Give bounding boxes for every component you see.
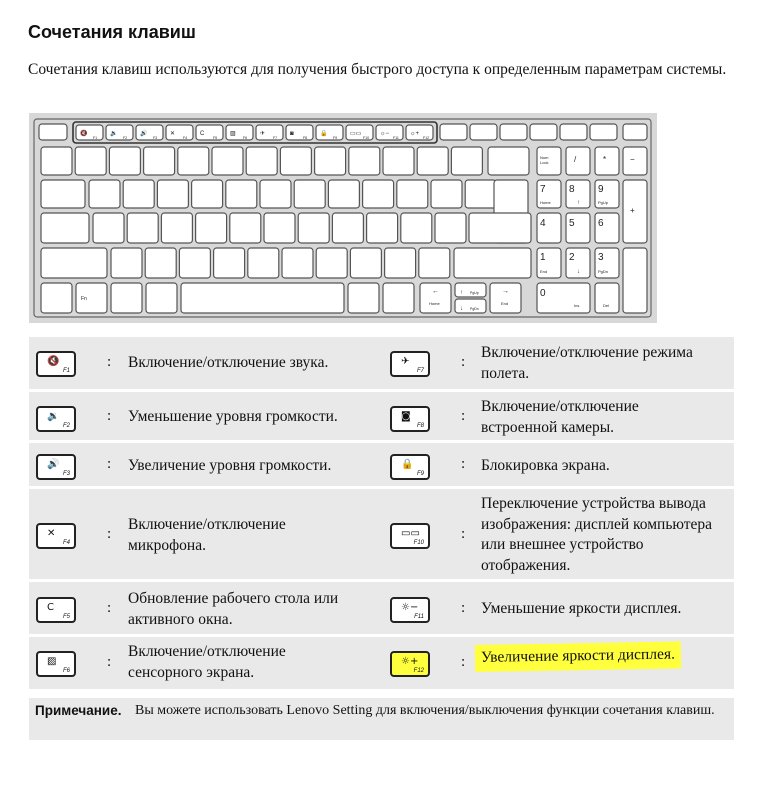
arrow-left-icon: ← xyxy=(432,288,439,295)
fn-key-label: Fn xyxy=(81,296,87,302)
colon-separator: : xyxy=(107,456,112,472)
arrow-down-icon: ↓ xyxy=(577,269,580,275)
numpad-label: Home xyxy=(540,200,551,205)
key xyxy=(248,248,279,278)
numpad-label: 4 xyxy=(540,218,546,229)
numpad-label: Ins xyxy=(574,303,580,308)
numpad-label: 9 xyxy=(598,184,604,195)
numpad-label: PgDn xyxy=(598,269,609,274)
numpad-label: End xyxy=(540,269,548,274)
key xyxy=(623,147,647,175)
f1-mute-key xyxy=(36,351,76,377)
shift-right-key xyxy=(454,248,531,278)
key xyxy=(595,147,619,175)
fn-label: F2 xyxy=(62,423,70,429)
fn-key-glyph: ✈ xyxy=(260,131,266,137)
fn-key-glyph: ▨ xyxy=(230,131,236,137)
arrow-pgdn-label: PgDn xyxy=(470,307,479,311)
fn-label: F3 xyxy=(62,471,70,477)
f2-volume-down-key xyxy=(36,406,76,432)
fn-label: F8 xyxy=(416,423,424,429)
key xyxy=(383,147,414,175)
touchscreen-icon: ▨ xyxy=(47,656,57,667)
key-label: * xyxy=(603,155,607,164)
display-switch-icon: ▭▭ xyxy=(401,528,420,539)
key xyxy=(470,124,497,140)
key xyxy=(397,180,428,208)
key xyxy=(214,248,245,278)
shortcut-desc: Включение/отключение звука. xyxy=(128,354,329,371)
f6-touchscreen-key xyxy=(36,651,76,677)
key xyxy=(93,213,124,243)
key xyxy=(127,213,158,243)
key-label: / xyxy=(574,155,577,164)
key xyxy=(196,213,227,243)
key xyxy=(282,248,313,278)
numlock-label: Lock xyxy=(540,160,549,165)
key-label: + xyxy=(630,206,635,215)
key xyxy=(350,248,381,278)
key xyxy=(385,248,416,278)
note-label: Примечание. xyxy=(35,703,122,718)
numpad-dot-key xyxy=(595,283,619,313)
arrow-home-label: Home xyxy=(429,301,440,306)
note-box xyxy=(29,698,734,740)
f5-refresh-key xyxy=(36,597,76,623)
numpad-label: 7 xyxy=(540,184,546,195)
fn-label: F11 xyxy=(414,614,424,620)
key xyxy=(178,147,209,175)
win-key xyxy=(111,283,142,313)
key xyxy=(469,213,531,243)
key xyxy=(212,147,243,175)
shortcut-desc: Включение/отключение микрофона. xyxy=(128,516,286,554)
key xyxy=(435,213,466,243)
colon-separator: : xyxy=(461,354,466,370)
alt-key xyxy=(146,283,177,313)
highlight-mark xyxy=(475,641,707,675)
fn-key-label: F9 xyxy=(333,136,338,140)
f9-lock-key xyxy=(390,454,430,480)
fn-key-glyph: 🔉 xyxy=(110,131,118,137)
f3-volume-up-key xyxy=(36,454,76,480)
fn-key-glyph: ✕ xyxy=(170,131,176,137)
colon-separator: : xyxy=(461,456,466,472)
shortcut-desc: Включение/отключение встроенной камеры. xyxy=(481,398,639,436)
key xyxy=(179,248,210,278)
fn-label: F1 xyxy=(62,368,70,374)
shortcut-desc: Уменьшение уровня громкости. xyxy=(128,408,338,425)
keyboard-svg xyxy=(29,113,657,323)
intro-text: Сочетания клавиш используются для получения быстрого доступа к определенным параметрам системы. xyxy=(28,61,727,78)
numpad-label: 0 xyxy=(540,288,546,299)
fn-key-label: F8 xyxy=(303,136,308,140)
key xyxy=(383,283,414,313)
shortcut-desc: Уменьшение яркости дисплея. xyxy=(481,600,682,617)
key xyxy=(500,124,527,140)
refresh-icon: C xyxy=(47,602,54,613)
shortcut-desc: Увеличение уровня громкости. xyxy=(128,457,332,474)
key xyxy=(451,147,482,175)
key xyxy=(192,180,223,208)
fn-key-label: F4 xyxy=(183,136,188,140)
f7-airplane-key xyxy=(390,351,430,377)
shortcut-desc: Увеличение яркости дисплея. xyxy=(475,641,681,671)
key xyxy=(230,213,261,243)
numpad-plus-key xyxy=(623,180,647,243)
key xyxy=(145,248,176,278)
fn-key-glyph: 🔊 xyxy=(140,131,148,137)
key xyxy=(157,180,188,208)
key xyxy=(440,124,467,140)
power-key xyxy=(623,124,647,140)
key xyxy=(419,248,450,278)
key xyxy=(111,248,142,278)
key xyxy=(417,147,448,175)
page-title: Сочетания клавиш xyxy=(28,22,196,42)
fn-label: F4 xyxy=(62,540,70,546)
caps-key xyxy=(41,213,89,243)
microphone-off-icon: ✕ xyxy=(47,528,56,539)
fn-label: F7 xyxy=(416,368,424,374)
numpad-label: Del xyxy=(603,303,610,308)
fn-label: F6 xyxy=(62,668,70,674)
camera-icon: ◙ xyxy=(401,411,411,422)
numpad-label: PgUp xyxy=(598,200,609,205)
brightness-up-icon: ☼+ xyxy=(401,656,419,667)
colon-separator: : xyxy=(107,408,112,424)
fn-key-glyph: ☼+ xyxy=(410,131,420,137)
arrow-up-icon: ↑ xyxy=(577,200,580,206)
key xyxy=(264,213,295,243)
key xyxy=(144,147,175,175)
key xyxy=(109,147,140,175)
key xyxy=(431,180,462,208)
colon-separator: : xyxy=(107,526,112,542)
fn-key-label: F6 xyxy=(243,136,248,140)
numpad-enter-key xyxy=(623,248,647,313)
brightness-down-icon: ☼− xyxy=(401,602,419,613)
numlock-label: Num xyxy=(540,155,549,160)
fn-key-label: F12 xyxy=(423,136,430,140)
numpad-label: 6 xyxy=(598,218,604,229)
key xyxy=(566,147,590,175)
key xyxy=(280,147,311,175)
tab-key xyxy=(41,180,85,208)
keyboard-illustration xyxy=(29,113,657,323)
key xyxy=(298,213,329,243)
fn-key-glyph: ▭▭ xyxy=(350,131,362,137)
colon-separator: : xyxy=(107,354,112,370)
fn-key-label: F5 xyxy=(213,136,218,140)
fn-key-glyph: ◙ xyxy=(290,131,294,137)
fn-key-label: F7 xyxy=(273,136,278,140)
key xyxy=(367,213,398,243)
numpad-label: 8 xyxy=(569,184,575,195)
shortcut-desc: Блокировка экрана. xyxy=(481,457,610,474)
key-label: − xyxy=(630,155,635,164)
key xyxy=(315,147,346,175)
key xyxy=(328,180,359,208)
key xyxy=(316,248,347,278)
key xyxy=(530,124,557,140)
fn-label: F9 xyxy=(416,471,424,477)
arrow-end-label: End xyxy=(501,301,509,306)
key xyxy=(332,213,363,243)
fn-label: F10 xyxy=(413,540,424,546)
numpad-label: 1 xyxy=(540,252,546,263)
esc-key xyxy=(39,124,67,140)
fn-key-glyph: 🔇 xyxy=(80,131,88,137)
volume-down-icon: 🔉 xyxy=(47,411,60,422)
colon-separator: : xyxy=(461,600,466,616)
key xyxy=(123,180,154,208)
numpad-label: 3 xyxy=(598,252,604,263)
f10-display-switch-key xyxy=(390,523,430,549)
fn-key-glyph: 🔒 xyxy=(320,131,328,137)
key xyxy=(560,124,587,140)
key xyxy=(363,180,394,208)
key xyxy=(75,147,106,175)
volume-up-icon: 🔊 xyxy=(47,459,60,470)
numpad-label: 5 xyxy=(569,218,575,229)
numpad-label: 2 xyxy=(569,252,575,263)
fn-key-label: F11 xyxy=(393,136,399,140)
shortcut-desc: Включение/отключение сенсорного экрана. xyxy=(128,643,286,681)
key xyxy=(401,213,432,243)
arrow-right-icon: → xyxy=(502,288,509,295)
fn-key-label: F1 xyxy=(93,136,98,140)
key xyxy=(41,147,72,175)
fn-key-glyph: ☼− xyxy=(380,131,390,137)
key xyxy=(260,180,291,208)
fn-label: F12 xyxy=(413,668,424,674)
shortcut-desc: Обновление рабочего стола или активного окна. xyxy=(128,590,339,628)
arrow-down-icon: ↓ xyxy=(460,306,463,312)
fn-key-label: F3 xyxy=(153,136,158,140)
backspace-key xyxy=(488,147,529,175)
colon-separator: : xyxy=(107,600,112,616)
colon-separator: : xyxy=(461,654,466,670)
fn-key-label: F10 xyxy=(363,136,370,140)
fn-key-glyph: C xyxy=(200,131,205,137)
key xyxy=(246,147,277,175)
shortcut-desc: Переключение устройства вывода изображения: дисплей компьютера или внешнее устройство отображения. xyxy=(481,495,713,574)
key xyxy=(226,180,257,208)
fn-modifier-key xyxy=(41,283,72,313)
key xyxy=(348,283,379,313)
key xyxy=(294,180,325,208)
colon-separator: : xyxy=(461,408,466,424)
airplane-icon: ✈ xyxy=(401,356,410,367)
f4-microphone-key xyxy=(36,523,76,549)
f12-brightness-up-key xyxy=(390,651,430,677)
f8-camera-key xyxy=(390,406,430,432)
key xyxy=(161,213,192,243)
note-text: Вы можете использовать Lenovo Setting для включения/выключения функции сочетания клавиш. xyxy=(135,703,715,718)
colon-separator: : xyxy=(461,526,466,542)
colon-separator: : xyxy=(107,654,112,670)
lock-icon: 🔒 xyxy=(401,459,414,470)
shift-left-key xyxy=(41,248,107,278)
arrow-pgup-label: PgUp xyxy=(470,291,479,295)
key xyxy=(590,124,617,140)
fn-key-label: F2 xyxy=(123,136,128,140)
mute-icon: 🔇 xyxy=(47,356,60,367)
f11-brightness-down-key xyxy=(390,597,430,623)
arrow-up-icon: ↑ xyxy=(460,290,463,296)
key xyxy=(465,180,496,208)
key xyxy=(349,147,380,175)
key xyxy=(89,180,120,208)
fn-label: F5 xyxy=(62,614,70,620)
shortcut-desc: Включение/отключение режима полета. xyxy=(481,344,693,382)
space-key xyxy=(181,283,344,313)
